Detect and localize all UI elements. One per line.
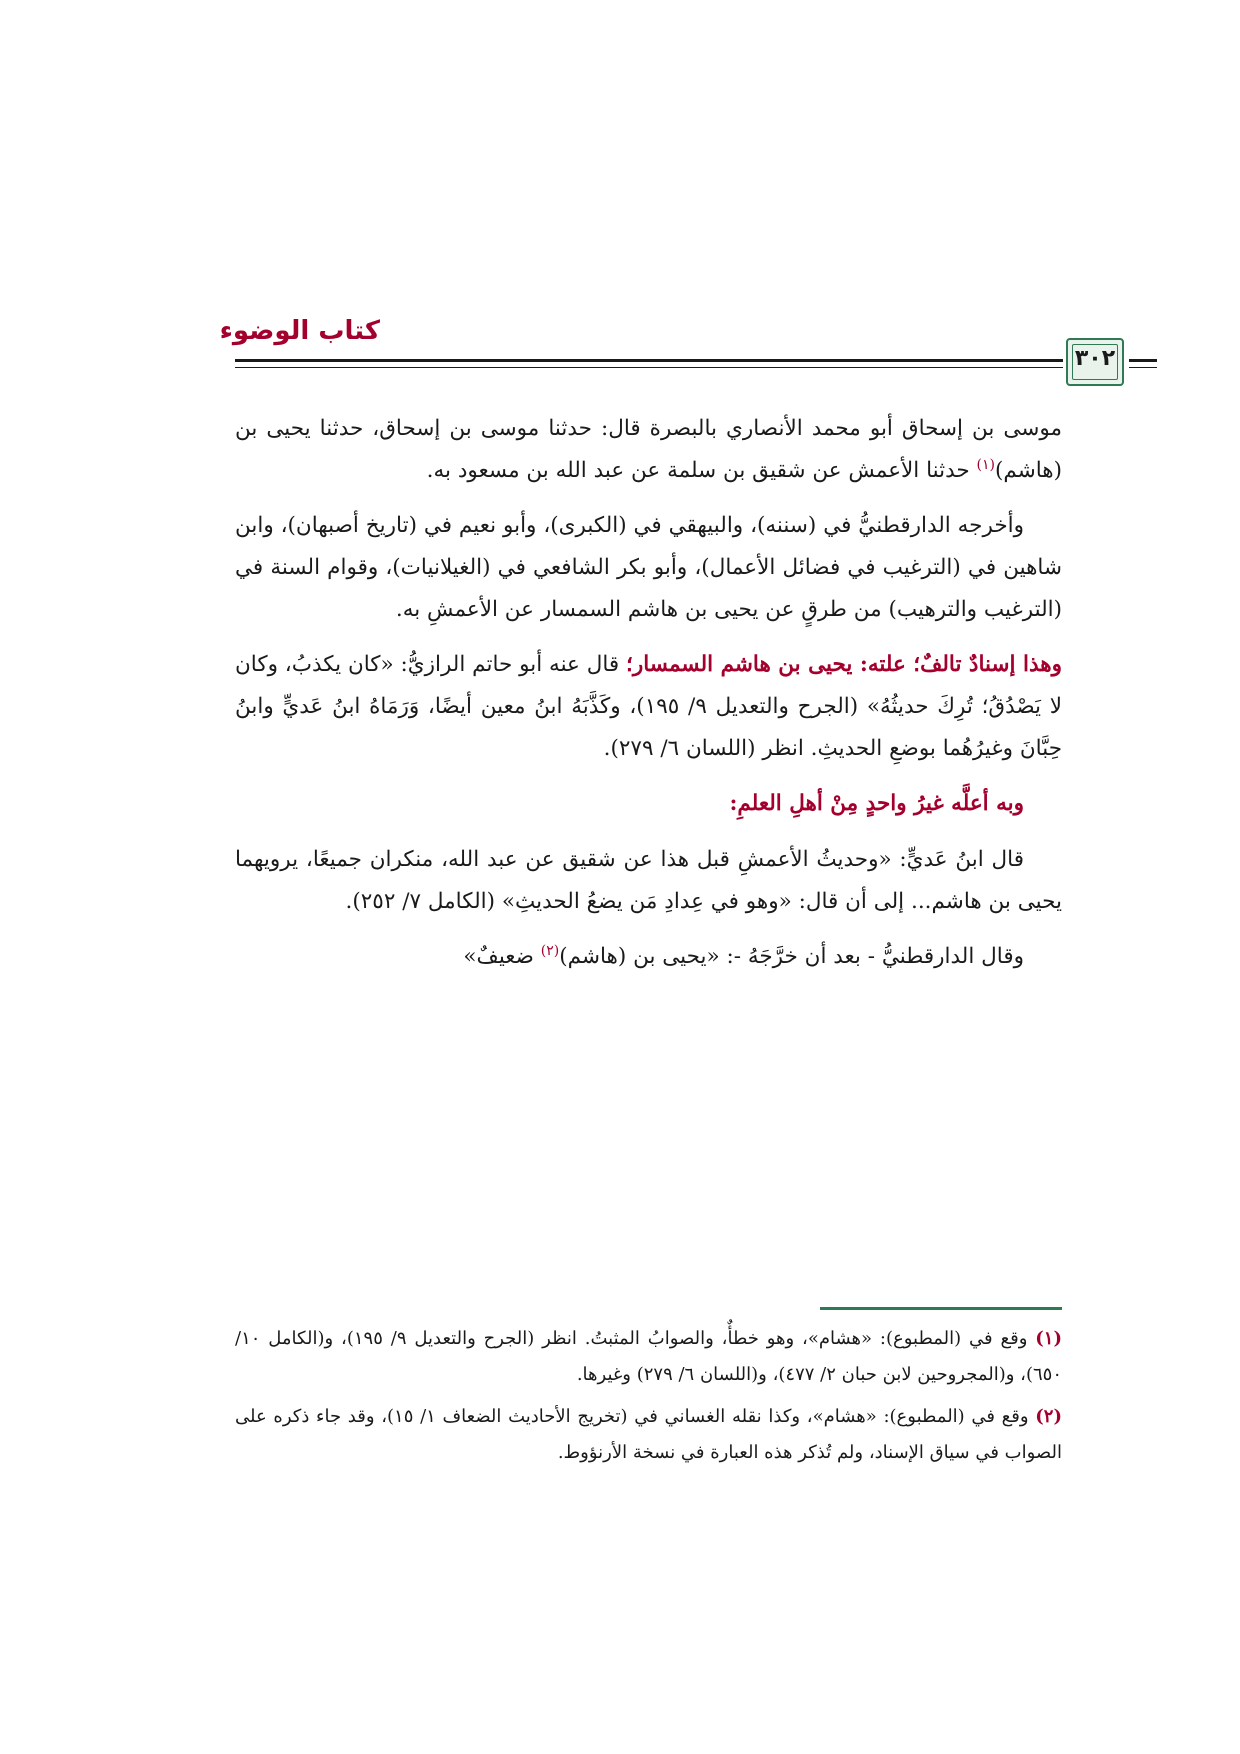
paragraph-text: حدثنا الأعمش عن شقيق بن سلمة عن عبد الله بن مسعود به. xyxy=(426,458,977,483)
footnote-text: وقع في (المطبوع): «هشام»، وكذا نقله الغساني في (تخريج الأحاديث الضعاف ١/ ١٥)، وقد جاء ذكره على الصواب في سياق الإسناد، ولم تُذكر هذه العبارة في نسخة الأرنؤوط. xyxy=(235,1406,1062,1463)
paragraph-judgement xyxy=(235,644,1062,770)
paragraph-text: ضعيفٌ» xyxy=(463,944,541,969)
main-text xyxy=(235,408,1062,991)
footnote-ref-2[interactable]: (٢) xyxy=(540,942,560,959)
paragraph-takhrij: وأخرجه الدارقطنيُّ في (سننه)، والبيهقي في (الكبرى)، وأبو نعيم في (تاريخ أصبهان)، وابن شاهين في (الترغيب في فضائل الأعمال)، وأبو بكر الشافعي في (الغيلانيات)، وقوام السنة في (الترغيب والترهيب) من طرقٍ عن يحيى بن هاشم السمسار عن الأعمشِ به. xyxy=(235,513,1062,622)
footnote-number: (١) xyxy=(1035,1328,1062,1349)
footnote-number: (٢) xyxy=(1035,1406,1062,1427)
paragraph-ibn-adi: قال ابنُ عَديٍّ: «وحديثُ الأعمشِ قبل هذا عن شقيق عن عبد الله، منكران جميعًا، يرويهما يحيى بن هاشم... إلى أن قال: «وهو في عِدادِ مَن يضعُ الحديثِ» (الكامل ٧/ ٢٥٢). xyxy=(235,847,1062,914)
page-number: ٣٠٢ xyxy=(1074,346,1116,371)
paragraph-text: قال عنه أبو حاتم الرازيُّ: «كان يكذبُ، وكان لا يَصْدُقُ؛ تُرِكَ حديثُهُ» (الجرح والتعديل ٩/ ١٩٥)، وكَذَّبَهُ ابنُ معين أيضًا، وَرَمَاهُ ابنُ عَديٍّ وابنُ حِبَّانَ وغيرُهُما بوضعِ الحديثِ. انظر (اللسان ٦/ ٢٧٩). xyxy=(235,652,1062,761)
footnote-2 xyxy=(235,1399,1062,1471)
page-number-badge xyxy=(1066,338,1124,386)
footnote-separator xyxy=(820,1307,1062,1310)
book-title: كتاب الوضوء xyxy=(219,316,380,346)
footnote-text: وقع في (المطبوع): «هشام»، وهو خطأٌ، والصوابُ المثبتُ. انظر (الجرح والتعديل ٩/ ١٩٥)، و(الكامل ١٠/ ٦٥٠)، و(المجروحين لابن حبان ٢/ ٤٧٧)، و(اللسان ٦/ ٢٧٩) وغيرها. xyxy=(235,1328,1062,1385)
page-header xyxy=(0,0,1240,420)
header-rule-thick xyxy=(235,359,1063,362)
paragraph-isnad xyxy=(235,408,1062,492)
header-rule-thin xyxy=(235,367,1063,368)
footnotes xyxy=(235,1321,1062,1477)
paragraph-text: موسى بن إسحاق أبو محمد الأنصاري بالبصرة قال: حدثنا موسى بن إسحاق، حدثنا يحيى بن (هاشم) xyxy=(235,416,1062,483)
header-rule-tail-thick xyxy=(1129,359,1157,362)
footnote-ref-1[interactable]: (١) xyxy=(976,456,995,473)
section-subheading: وبه أعلَّه غيرُ واحدٍ مِنْ أهلِ العلمِ: xyxy=(729,791,1024,816)
judgement-highlight: وهذا إسنادٌ تالفٌ؛ علته: يحيى بن هاشم السمسار؛ xyxy=(626,652,1062,677)
header-rule-tail-thin xyxy=(1129,367,1157,368)
footnote-1 xyxy=(235,1321,1062,1393)
paragraph-daraqutni xyxy=(235,936,1062,978)
paragraph-text: وقال الدارقطنيُّ - بعد أن خرَّجَهُ -: «يحيى بن (هاشم) xyxy=(559,944,1024,969)
